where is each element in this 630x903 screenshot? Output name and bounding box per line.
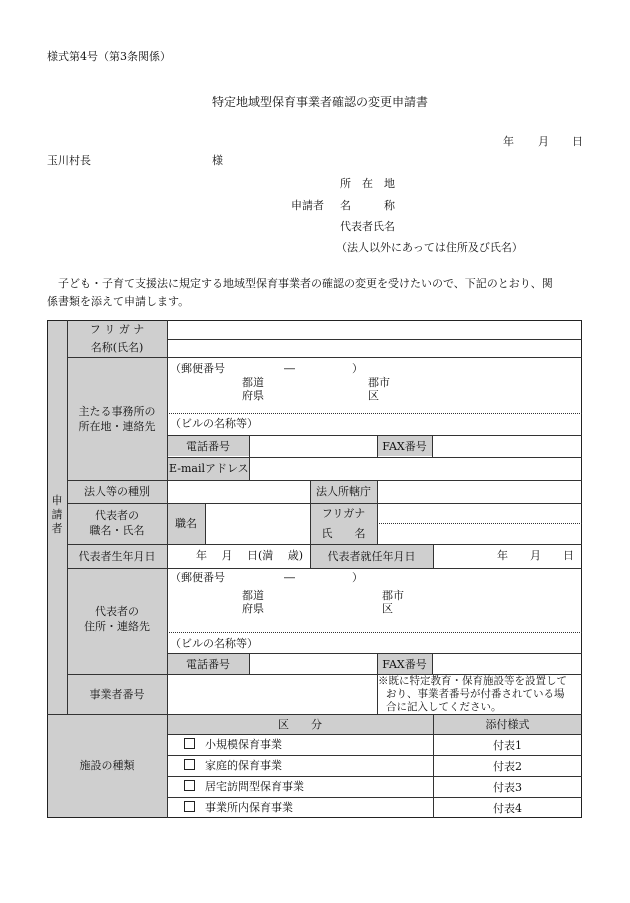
business-no-note-2: おり、事業者番号が付番されている場	[386, 688, 565, 700]
business-no-label: 事業者番号	[89, 688, 145, 701]
facility-form-4: 付表4	[493, 802, 522, 815]
rep-todo: 都道	[242, 589, 264, 602]
rep-addr-label-line-1: 代表者の	[95, 605, 139, 618]
rep-building: （ビルの名称等）	[170, 637, 258, 650]
facility-form-1: 付表1	[493, 739, 522, 752]
phone-label-2: 電話番号	[186, 658, 230, 671]
fax-label-1: FAX番号	[382, 440, 427, 453]
office-postal-close: ）	[352, 362, 363, 375]
rep-birth-label: 代表者生年月日	[78, 550, 156, 563]
addressee-honorific: 様	[212, 154, 223, 167]
division-header: 区 分	[278, 718, 322, 731]
date-year: 年	[503, 135, 514, 148]
rep-postal-close: ）	[352, 571, 363, 584]
date-day: 日	[572, 135, 583, 148]
job-title-label: 職名	[175, 517, 197, 530]
rep-name-label: 氏 名	[321, 527, 366, 540]
facility-form-3: 付表3	[493, 781, 522, 794]
office-label-line-1: 主たる事務所の	[78, 405, 156, 418]
facility-row-1: 小規模保育事業	[184, 738, 282, 752]
office-ku: 区	[368, 389, 379, 402]
applicant-rep-label: 代表者氏名	[340, 220, 395, 233]
facility-type-label: 施設の種類	[79, 759, 135, 772]
rep-gunshi: 郡市	[382, 589, 404, 602]
applicant-name-label: 名 称	[340, 199, 395, 212]
rep-title-label-line-2: 職名・氏名	[89, 524, 145, 537]
applicant-label: 申請者	[291, 199, 324, 212]
office-postal-label: （郵便番号	[170, 362, 225, 375]
addressee-name: 玉川村長	[47, 154, 91, 167]
checkbox-small-scale[interactable]	[184, 738, 195, 749]
checkbox-home-visit[interactable]	[184, 780, 195, 791]
date-month: 月	[538, 135, 549, 148]
applicant-address-label: 所 在 地	[340, 177, 395, 190]
rep-start-label: 代表者就任年月日	[327, 550, 416, 563]
business-no-note-1: ※既に特定教育・保育施設等を設置して	[378, 675, 567, 687]
applicant-section-label: 申請者	[51, 494, 63, 535]
rep-postal-label: （郵便番号	[170, 571, 225, 584]
rep-birth-value: 年 月 日(満 歳)	[196, 549, 304, 562]
corp-type-label: 法人等の種別	[84, 485, 150, 498]
office-todo: 都道	[242, 376, 264, 389]
attached-header: 添付様式	[485, 718, 530, 731]
facility-form-2: 付表2	[493, 760, 522, 773]
intro-line-2: 係書類を添えて申請します。	[47, 295, 190, 308]
office-postal-dash: ―	[284, 362, 295, 375]
business-no-note-3: 合に記入してください。	[386, 701, 502, 713]
office-gunshi: 郡市	[368, 376, 390, 389]
phone-label-1: 電話番号	[186, 440, 230, 453]
rep-addr-label-line-2: 住所・連絡先	[84, 620, 150, 633]
intro-line-1: 子ども・子育て支援法に規定する地域型保育事業者の確認の変更を受けたいので、下記のとおり、関	[47, 277, 553, 290]
office-building: （ビルの名称等）	[170, 417, 258, 430]
corp-agency-label: 法人所轄庁	[316, 485, 371, 498]
office-label-line-2: 所在地・連絡先	[78, 420, 156, 433]
office-fuken: 府県	[242, 389, 264, 402]
rep-postal-dash: ―	[284, 571, 295, 584]
email-label: E-mailアドレス	[169, 462, 249, 475]
name-label: 名称(氏名)	[90, 341, 144, 354]
checkbox-workplace[interactable]	[184, 801, 195, 812]
form-number: 様式第4号（第3条関係）	[47, 50, 171, 63]
facility-row-2: 家庭的保育事業	[184, 759, 282, 773]
rep-furigana-label: フリガナ	[321, 507, 366, 520]
rep-fuken: 府県	[242, 602, 264, 615]
rep-ku: 区	[382, 602, 393, 615]
rep-start-value: 年 月 日	[497, 549, 574, 562]
furigana-label: フ リ ガ ナ	[89, 323, 145, 336]
facility-row-3: 居宅訪問型保育事業	[184, 780, 304, 794]
fax-label-2: FAX番号	[382, 658, 427, 671]
document-title: 特定地域型保育事業者確認の変更申請書	[212, 95, 429, 109]
applicant-note: （法人以外にあっては住所及び氏名）	[336, 241, 523, 254]
facility-row-4: 事業所内保育事業	[184, 801, 293, 815]
rep-title-label-line-1: 代表者の	[95, 509, 139, 522]
checkbox-home-based[interactable]	[184, 759, 195, 770]
